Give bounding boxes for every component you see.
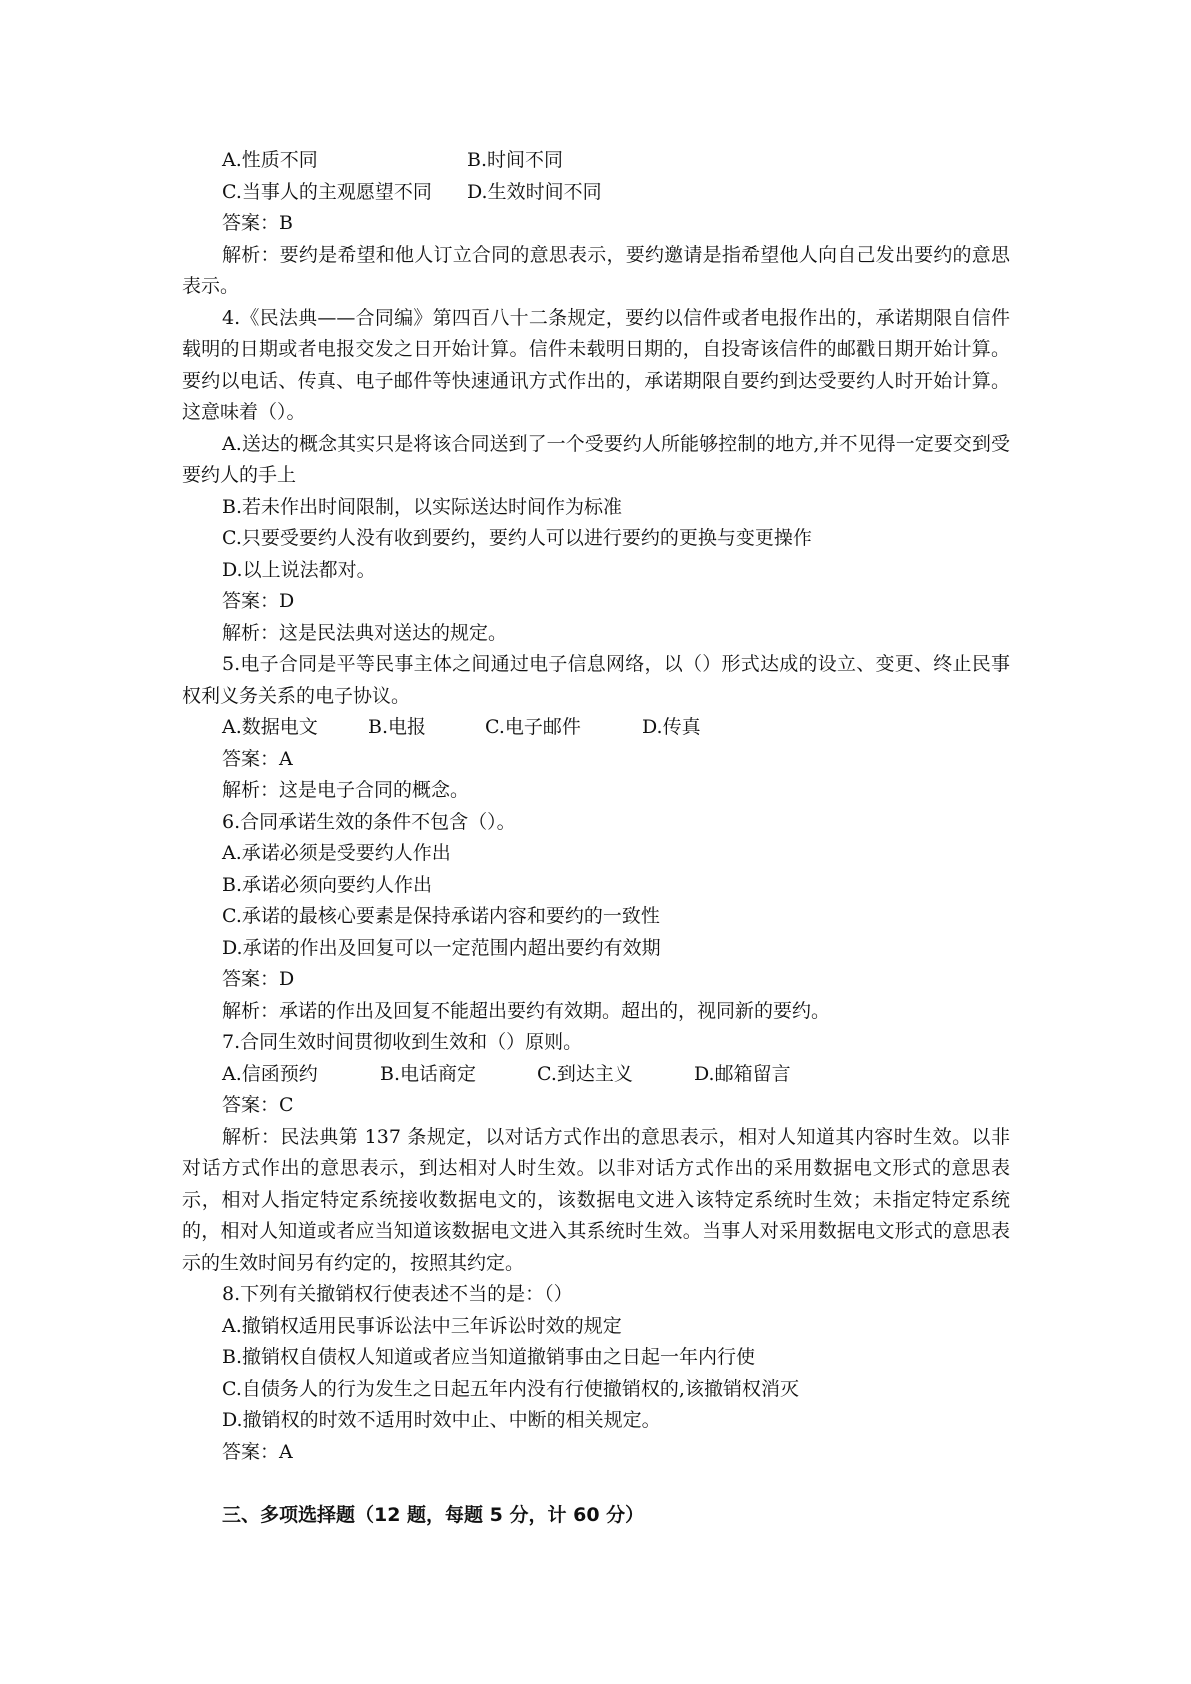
option-a: A.数据电文 xyxy=(222,716,318,738)
section-3-heading: 三、多项选择题（12 题，每题 5 分，计 60 分） xyxy=(222,1504,645,1526)
question-8-option-c: C.自债务人的行为发生之日起五年内没有行使撤销权的,该撤销权消灭 xyxy=(222,1377,799,1400)
option-d: D.生效时间不同 xyxy=(467,180,602,203)
question-8-option-a: A.撤销权适用民事诉讼法中三年诉讼时效的规定 xyxy=(222,1314,622,1337)
option-d: D.邮箱留言 xyxy=(694,1062,791,1085)
option-b: B.时间不同 xyxy=(467,149,564,171)
question-8-stem: 8.下列有关撤销权行使表述不当的是：（） xyxy=(222,1283,573,1305)
option-b: B.电报 xyxy=(368,716,427,738)
question-6-option-b: B.承诺必须向要约人作出 xyxy=(222,873,433,896)
question-4-answer: 答案：D xyxy=(222,590,295,612)
question-7-answer: 答案：C xyxy=(222,1094,294,1116)
question-8-option-b: B.撤销权自债权人知道或者应当知道撤销事由之日起一年内行使 xyxy=(222,1346,756,1368)
question-3-options-row-2 xyxy=(182,177,1010,209)
question-5-answer: 答案：A xyxy=(222,747,293,770)
option-b: B.电话商定 xyxy=(380,1062,477,1085)
question-6-stem: 6.合同承诺生效的条件不包含（）。 xyxy=(222,810,516,833)
question-6-answer: 答案：D xyxy=(222,968,295,990)
question-8-option-d: D.撤销权的时效不适用时效中止、中断的相关规定。 xyxy=(222,1409,661,1431)
option-a: A.性质不同 xyxy=(222,149,318,171)
question-5-analysis: 解析：这是电子合同的概念。 xyxy=(222,779,470,801)
question-6-option-a: A.承诺必须是受要约人作出 xyxy=(222,842,451,864)
question-7-stem: 7.合同生效时间贯彻收到生效和（）原则。 xyxy=(222,1031,583,1053)
question-5-stem: 5.电子合同是平等民事主体之间通过电子信息网络，以（）形式达成的设立、变更、终止民事权利义务关系的电子协议。 xyxy=(182,653,1010,707)
option-d: D.传真 xyxy=(642,716,701,738)
question-3-analysis: 解析：要约是希望和他人订立合同的意思表示，要约邀请是指希望他人向自己发出要约的意思表示。 xyxy=(182,243,1010,297)
question-6-option-d: D.承诺的作出及回复可以一定范围内超出要约有效期 xyxy=(222,936,661,959)
question-6-option-c: C.承诺的最核心要素是保持承诺内容和要约的一致性 xyxy=(222,905,660,927)
question-5-options xyxy=(182,712,1010,744)
option-a: A.信函预约 xyxy=(222,1062,318,1085)
question-3-answer: 答案：B xyxy=(222,212,293,234)
question-4-option-c: C.只要受要约人没有收到要约，要约人可以进行要约的更换与变更操作 xyxy=(222,527,812,549)
option-c: C.当事人的主观愿望不同 xyxy=(222,180,432,203)
question-4-analysis: 解析：这是民法典对送达的规定。 xyxy=(222,621,508,644)
question-4-option-b: B.若未作出时间限制，以实际送达时间作为标准 xyxy=(222,495,623,518)
option-c: C.电子邮件 xyxy=(485,716,581,738)
page-content xyxy=(182,145,1010,1532)
question-4-option-a: A.送达的概念其实只是将该合同送到了一个受要约人所能够控制的地方,并不见得一定要交到受要约人的手上 xyxy=(182,432,1010,486)
question-7-options xyxy=(182,1059,1010,1091)
question-4-option-d: D.以上说法都对。 xyxy=(222,558,376,581)
question-4-stem: 4.《民法典——合同编》第四百八十二条规定，要约以信件或者电报作出的，承诺期限自信件载明的日期或者电报交发之日开始计算。信件未载明日期的，自投寄该信件的邮戳日期开始计算。要约以电话、传真、电子邮件等快速通讯方式作出的，承诺期限自要约到达受要约人时开始计算。这意味着（）。 xyxy=(182,306,1010,423)
question-7-analysis: 解析：民法典第 137 条规定，以对话方式作出的意思表示，相对人知道其内容时生效。以非对话方式作出的意思表示，到达相对人时生效。以非对话方式作出的采用数据电文形式的意思表示，相对人指定特定系统接收数据电文的，该数据电文进入该特定系统时生效；未指定特定系统的，相对人知道或者应当知道该数据电文进入其系统时生效。当事人对采用数据电文形式的意思表示的生效时间另有约定的，按照其约定。 xyxy=(182,1125,1010,1274)
question-3-options-row-1 xyxy=(182,145,1010,177)
question-8-answer: 答案：A xyxy=(222,1440,293,1463)
question-6-analysis: 解析：承诺的作出及回复不能超出要约有效期。超出的，视同新的要约。 xyxy=(222,999,831,1022)
option-c: C.到达主义 xyxy=(537,1062,633,1085)
